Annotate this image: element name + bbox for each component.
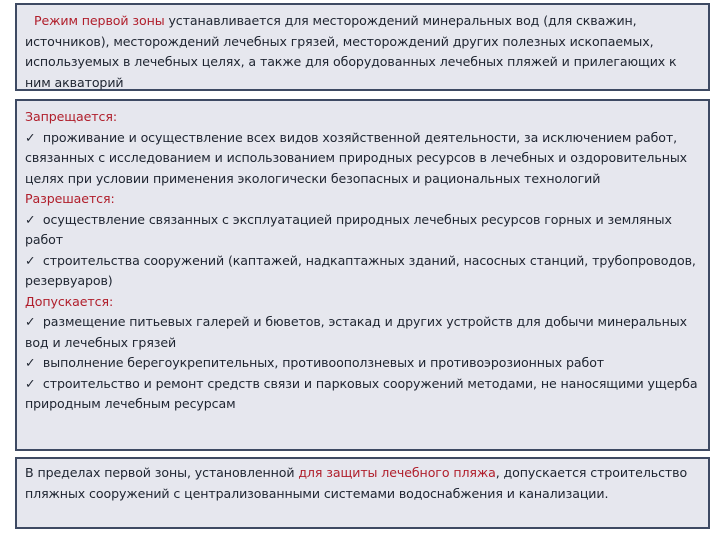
forbidden-heading: Запрещается: [25,109,117,124]
checkmark-icon: ✓ [25,314,36,329]
list-item [25,312,700,353]
allowed-item-text: осуществление связанных с эксплуатацией природных лечебных ресурсов горных и земляных работ [25,211,672,247]
checkmark-icon: ✓ [25,252,36,268]
list-item [25,128,700,190]
allowed-item-text: строительства сооружений (каптажей, надкаптажных зданий, насосных станций, трубопроводов, резервуаров) [25,252,696,288]
beach-note-after: , допускается строительство пляжных сооружений с централизованными системами водоснабжения и канализации. [25,465,688,501]
permitted-item-text: строительство и ремонт средств связи и парковых сооружений методами, не наносящими ущерба природным лечебным ресурсам [25,375,698,411]
checkmark-icon: ✓ [25,375,36,391]
list-item [25,353,700,374]
checkmark-icon: ✓ [25,129,36,145]
beach-note-paragraph [25,465,687,501]
list-item [25,251,700,292]
intro-highlight: Режим первой зоны [34,13,165,28]
rules-box [15,99,710,451]
beach-note-box [15,457,710,529]
permitted-item-text: выполнение берегоукрепительных, противооползневых и противоэрозионных работ [42,355,605,370]
intro-box [15,3,710,91]
intro-text: устанавливается для месторождений минеральных вод (для скважин, источников), месторождений лечебных грязей, месторождений других полезных ископаемых, используемых в лечебных целях, а также для оборудованных лечебных пляжей и прилегающих к ним акваторий [25,13,677,90]
beach-note-before: В пределах первой зоны, установленной [25,465,299,480]
beach-note-highlight: для защиты лечебного пляжа [298,465,496,480]
permitted-item-text: размещение питьевых галерей и бюветов, эстакад и других устройств для добычи минеральных вод и лечебных грязей [25,314,687,350]
permitted-heading: Допускается: [25,293,114,309]
forbidden-item-text: проживание и осуществление всех видов хозяйственной деятельности, за исключением работ, связанных с исследованием и использованием природных ресурсов в лечебных и оздоровительных целях при условии применения экологически безопасных и рациональных технологий [25,129,688,186]
intro-paragraph [25,13,677,90]
list-item [25,374,700,415]
checkmark-icon: ✓ [25,211,36,227]
allowed-heading: Разрешается: [25,191,115,206]
checkmark-icon: ✓ [25,355,36,370]
list-item [25,210,700,251]
